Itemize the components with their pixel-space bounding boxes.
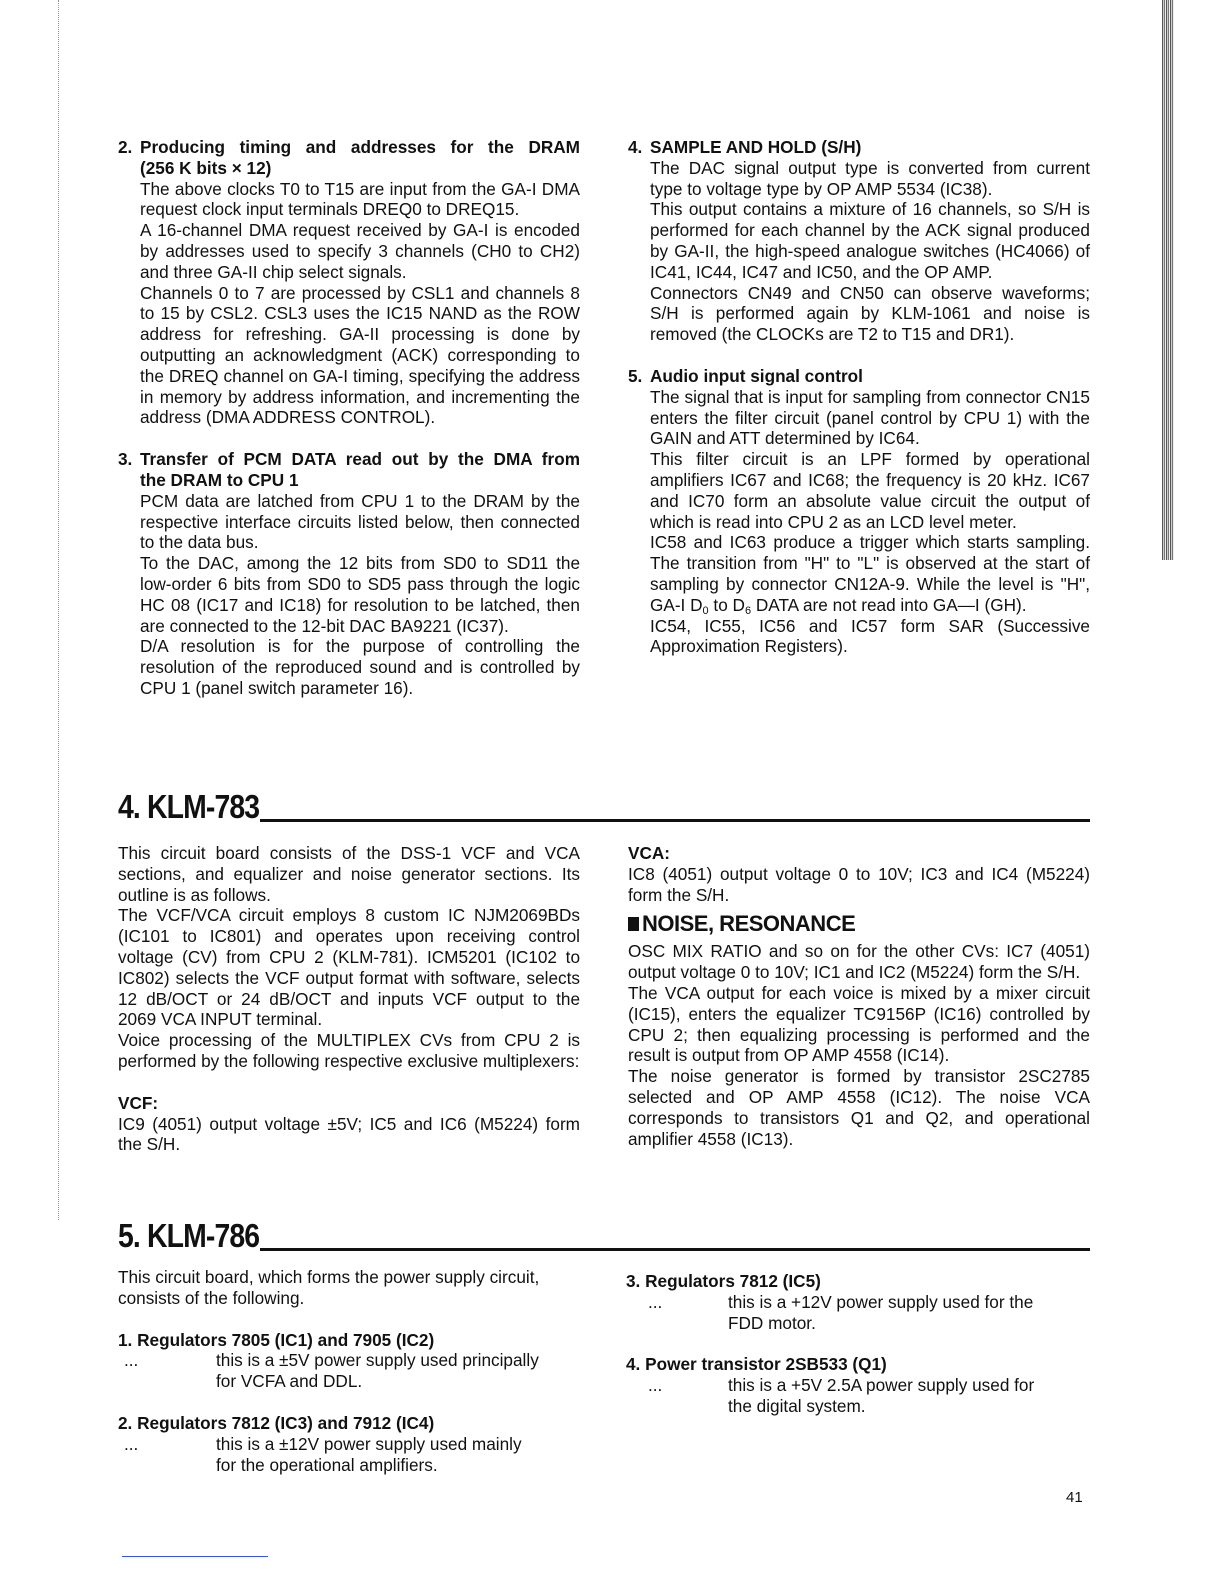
ellipsis: ... bbox=[648, 1375, 663, 1396]
scan-edge-right bbox=[1162, 0, 1176, 770]
item-audio-input bbox=[628, 366, 1090, 657]
ellipsis: ... bbox=[648, 1291, 663, 1312]
top-left-column bbox=[118, 137, 580, 699]
item-number: 2. bbox=[118, 137, 133, 157]
paragraph: This filter circuit is an LPF formed by operational amplifiers IC67 and IC68; the frequency is 20 kHz. IC67 and IC70 form an absolute value circuit the output of which is read into CPU 2 as an LCD level meter. bbox=[650, 449, 1090, 532]
title-line: (256 K bits × 12) bbox=[140, 157, 272, 178]
vca-label: VCA: bbox=[628, 843, 671, 863]
regulator-desc bbox=[118, 1434, 580, 1476]
text-run: IC58 and IC63 produce a trigger which starts sampling. The transition from "H" to "L" is observed at the start of sampling by connector CN12A-9. While the level is "H", GA-I D bbox=[650, 532, 1090, 615]
paragraph: The above clocks T0 to T15 are input from the GA-I DMA request clock input terminals DREQ0 to DREQ15. bbox=[140, 178, 580, 220]
regulator-title: 1. Regulators 7805 (IC1) and 7905 (IC2) bbox=[118, 1329, 435, 1350]
desc-line: for the operational amplifiers. bbox=[216, 1454, 438, 1475]
page-number: 41 bbox=[1066, 1489, 1083, 1506]
section-title: 5. KLM-786 bbox=[118, 1217, 260, 1254]
subscript: 6 bbox=[744, 604, 752, 617]
regulator-desc bbox=[626, 1292, 1088, 1334]
regulator-title: 2. Regulators 7812 (IC3) and 7912 (IC4) bbox=[118, 1412, 435, 1433]
top-right-column bbox=[628, 137, 1090, 657]
paragraph: Voice processing of the MULTIPLEX CVs from CPU 2 is performed by the following respective exclusive multiplexers: bbox=[118, 1030, 580, 1071]
section-rule bbox=[260, 819, 1090, 822]
regulator-title: 4. Power transistor 2SB533 (Q1) bbox=[626, 1354, 887, 1375]
item-title: SAMPLE AND HOLD (S/H) bbox=[650, 137, 862, 157]
noise-heading-text: NOISE, RESONANCE bbox=[642, 911, 856, 937]
paragraph: The noise generator is formed by transistor 2SC2785 selected and OP AMP 4558 (IC12). The noise VCA corresponds to transistors Q1 and Q2, and operational amplifier 4558 (IC13). bbox=[628, 1066, 1090, 1149]
klm-783-right-column bbox=[628, 843, 1090, 1149]
subscript: 0 bbox=[702, 604, 709, 617]
desc-line: this is a ±5V power supply used principally bbox=[216, 1350, 539, 1371]
desc-line: this is a +5V 2.5A power supply used for bbox=[728, 1375, 1035, 1396]
section-title: 4. KLM-783 bbox=[118, 788, 260, 825]
desc-line: this is a ±12V power supply used mainly bbox=[216, 1433, 522, 1454]
paragraph: The DAC signal output type is converted from current type to voltage type by OP AMP 5534 (IC38). bbox=[650, 157, 1090, 199]
paragraph: PCM data are latched from CPU 1 to the DRAM by the respective interface circuits listed below, then connected to the data bus. bbox=[140, 490, 580, 553]
regulator-desc bbox=[118, 1350, 580, 1392]
regulator-desc bbox=[626, 1375, 1088, 1417]
footer-underline bbox=[122, 1556, 268, 1557]
text-run: DATA are not read into GA—I (GH). bbox=[751, 594, 1027, 615]
klm-786-left-column bbox=[118, 1267, 580, 1475]
ellipsis: ... bbox=[124, 1433, 139, 1454]
paragraph: This output contains a mixture of 16 channels, so S/H is performed for each channel by the ACK signal produced by GA-II, the high-speed analogue switches (HC4066) of IC41, IC44, IC47 and IC50, and the OP AMP. bbox=[650, 199, 1090, 282]
regulator-item bbox=[626, 1271, 1088, 1333]
paragraph: Channels 0 to 7 are processed by CSL1 and channels 8 to 15 by CSL2. CSL3 uses the IC15 NAND as the ROW address for refreshing. GA-II processing is done by outputting an acknowledgment (ACK) corresponding to the DREQ channel on GA-I timing, specifying the address in memory by address information, and incrementing the address (DMA ADDRESS CONTROL). bbox=[140, 282, 580, 428]
title-line: the DRAM to CPU 1 bbox=[140, 469, 299, 490]
title-line: Producing timing and addresses for the DRAM bbox=[140, 137, 580, 157]
desc-line: the digital system. bbox=[728, 1395, 866, 1416]
section-heading-klm-786 bbox=[118, 1219, 1090, 1253]
regulator-item bbox=[118, 1330, 580, 1392]
section-rule bbox=[260, 1248, 1090, 1251]
klm-786-right-column bbox=[626, 1271, 1088, 1417]
section-heading-klm-783 bbox=[118, 790, 1090, 824]
paragraph: The VCA output for each voice is mixed by a mixer circuit (IC15), enters the equalizer TC9156P (IC16) controlled by CPU 2; then equalizing processing is performed and the result is output from OP AMP 4558 (IC14). bbox=[628, 982, 1090, 1066]
noise-resonance-heading bbox=[628, 911, 1090, 937]
paragraph: The VCF/VCA circuit employs 8 custom IC NJM2069BDs (IC101 to IC801) and operates upon receiving control voltage (CV) from CPU 2 (KLM-781). ICM5201 (IC102 to IC802) selects the VCF output format with software, selects 12 dB/OCT or 24 dB/OCT and inputs VCF output to the 2069 VCA INPUT terminal. bbox=[118, 905, 580, 1030]
desc-line: this is a +12V power supply used for the bbox=[728, 1291, 1034, 1312]
paragraph: To the DAC, among the 12 bits from SD0 to SD11 the low-order 6 bits from SD0 to SD5 pass through the logic HC 08 (IC17 and IC18) for resolution to be latched, then are connected to the 12-bit DAC BA9221 (IC37). bbox=[140, 553, 580, 636]
klm-783-left-column bbox=[118, 843, 580, 1155]
vcf-label: VCF: bbox=[118, 1092, 159, 1113]
ellipsis: ... bbox=[124, 1350, 139, 1371]
desc-line: FDD motor. bbox=[728, 1312, 816, 1333]
paragraph: A 16-channel DMA request received by GA-I is encoded by addresses used to specify 3 channels (CH0 to CH2) and three GA-II chip select signals. bbox=[140, 220, 580, 282]
paragraph: This circuit board consists of the DSS-1 VCF and VCA sections, and equalizer and noise generator sections. Its outline is as follows. bbox=[118, 843, 580, 905]
item-title bbox=[140, 449, 580, 491]
paragraph: The signal that is input for sampling from connector CN15 enters the filter circuit (panel control by CPU 1) with the GAIN and ATT determined by IC64. bbox=[650, 386, 1090, 449]
paragraph: OSC MIX RATIO and so on for the other CVs: IC7 (4051) output voltage 0 to 10V; IC1 and IC2 (M5224) form the S/H. bbox=[628, 941, 1090, 983]
vca-text: IC8 (4051) output voltage 0 to 10V; IC3 and IC4 (M5224) form the S/H. bbox=[628, 863, 1090, 905]
square-bullet-icon bbox=[628, 917, 639, 931]
scan-edge-left bbox=[58, 0, 62, 1220]
item-number: 4. bbox=[628, 137, 643, 157]
intro-paragraph: This circuit board, which forms the power supply circuit, consists of the following. bbox=[118, 1267, 540, 1308]
regulator-item bbox=[118, 1413, 580, 1475]
item-title bbox=[140, 137, 580, 179]
item-number: 3. bbox=[118, 449, 133, 470]
desc-line: for VCFA and DDL. bbox=[216, 1371, 363, 1392]
text-run: to D bbox=[708, 594, 745, 615]
item-pcm-transfer bbox=[118, 449, 580, 699]
paragraph: Connectors CN49 and CN50 can observe waveforms; S/H is performed again by KLM-1061 and noise is removed (the CLOCKs are T2 to T15 and DR1). bbox=[650, 282, 1090, 345]
title-line: Transfer of PCM DATA read out by the DMA from bbox=[140, 449, 580, 470]
regulator-item bbox=[626, 1354, 1088, 1416]
vcf-text: IC9 (4051) output voltage ±5V; IC5 and IC6 (M5224) form the S/H. bbox=[118, 1113, 580, 1155]
trigger-paragraph bbox=[650, 532, 1090, 615]
item-dram-timing bbox=[118, 137, 580, 428]
paragraph: D/A resolution is for the purpose of controlling the resolution of the reproduced sound and is controlled by CPU 1 (panel switch parameter 16). bbox=[140, 636, 580, 698]
item-sample-hold bbox=[628, 137, 1090, 345]
regulator-title: 3. Regulators 7812 (IC5) bbox=[626, 1271, 821, 1291]
item-title: Audio input signal control bbox=[650, 365, 863, 386]
paragraph: IC54, IC55, IC56 and IC57 form SAR (Successive Approximation Registers). bbox=[650, 615, 1090, 657]
item-number: 5. bbox=[628, 365, 643, 386]
